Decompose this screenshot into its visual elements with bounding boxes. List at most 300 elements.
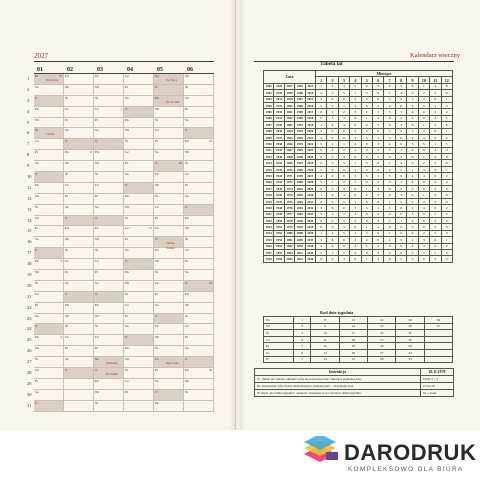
day-cell[interactable] bbox=[184, 324, 214, 334]
day-cell[interactable] bbox=[154, 368, 184, 378]
month-code-cell: 1 bbox=[338, 211, 349, 217]
day-cell[interactable] bbox=[124, 270, 154, 280]
holiday-name: Wielkanoc bbox=[106, 362, 119, 366]
day-cell[interactable] bbox=[154, 74, 184, 84]
day-cell[interactable] bbox=[124, 128, 154, 138]
day-number: 29 bbox=[27, 380, 32, 386]
day-cell[interactable] bbox=[154, 314, 184, 324]
day-cell[interactable] bbox=[154, 401, 184, 411]
weekday-label: Pn bbox=[95, 226, 99, 231]
code-cell: 24 bbox=[368, 330, 396, 337]
year-cell: 2019 bbox=[305, 122, 315, 128]
day-cell[interactable] bbox=[34, 368, 64, 378]
year-cell: 1951 bbox=[274, 224, 284, 230]
day-cell[interactable] bbox=[124, 118, 154, 128]
day-cell[interactable] bbox=[94, 346, 124, 356]
day-cell[interactable] bbox=[64, 205, 94, 215]
month-code-cell: 4 bbox=[418, 134, 429, 140]
day-cell[interactable] bbox=[34, 128, 64, 138]
day-cell[interactable] bbox=[124, 107, 154, 117]
day-cell[interactable] bbox=[94, 118, 124, 128]
day-cell[interactable] bbox=[154, 335, 184, 345]
year-cell: 2012 bbox=[295, 256, 305, 262]
day-cell[interactable] bbox=[94, 248, 124, 258]
day-cell[interactable] bbox=[184, 85, 214, 95]
weekday-label: N bbox=[155, 237, 158, 242]
year-cell: 1984 bbox=[284, 256, 294, 262]
day-cell[interactable] bbox=[124, 259, 154, 269]
day-cell[interactable] bbox=[124, 379, 154, 389]
day-cell[interactable] bbox=[64, 172, 94, 182]
day-cell[interactable] bbox=[64, 259, 94, 269]
day-cell[interactable] bbox=[154, 85, 184, 95]
day-cell[interactable] bbox=[154, 390, 184, 400]
day-cell[interactable] bbox=[64, 74, 94, 84]
day-cell[interactable] bbox=[94, 85, 124, 95]
day-cell[interactable] bbox=[94, 226, 124, 236]
year-cell: 2004 bbox=[295, 205, 305, 211]
day-cell[interactable] bbox=[124, 237, 154, 247]
day-cell[interactable] bbox=[154, 96, 184, 106]
weekday-label: Wt bbox=[95, 389, 100, 394]
month-code-cell: 3 bbox=[372, 147, 383, 153]
month-code-cell: 0 bbox=[430, 173, 441, 179]
year-cell: 1921 bbox=[264, 211, 274, 217]
day-cell[interactable] bbox=[154, 324, 184, 334]
day-cell[interactable] bbox=[64, 85, 94, 95]
day-cell[interactable] bbox=[154, 118, 184, 128]
day-cell[interactable] bbox=[34, 150, 64, 160]
day-cell[interactable] bbox=[34, 161, 64, 171]
weekday-label: Pn bbox=[65, 74, 69, 78]
day-cell[interactable] bbox=[154, 237, 184, 251]
month-code-cell: 5 bbox=[407, 115, 418, 121]
day-number: 28 bbox=[27, 370, 32, 376]
month-code-cell: 1 bbox=[327, 179, 338, 185]
day-cell[interactable] bbox=[154, 194, 184, 204]
day-cell[interactable] bbox=[154, 139, 184, 149]
day-cell[interactable] bbox=[124, 139, 154, 149]
day-cell[interactable] bbox=[64, 183, 94, 193]
code-cell: 25 bbox=[368, 336, 396, 343]
day-cell[interactable] bbox=[184, 292, 214, 302]
day-cell[interactable] bbox=[184, 281, 214, 291]
day-cell[interactable] bbox=[94, 335, 124, 345]
day-cell[interactable] bbox=[154, 205, 184, 215]
day-cell[interactable] bbox=[34, 259, 64, 269]
day-cell[interactable] bbox=[64, 281, 94, 291]
day-cell[interactable] bbox=[124, 357, 154, 367]
month-code-cell: 6 bbox=[395, 205, 406, 211]
month-code-cell: 2 bbox=[315, 128, 326, 134]
instruction-step-2: Do znalezionej cyfry dodać dzień miesiąca szukanej daty – otrzymując kod. bbox=[255, 383, 421, 390]
month-code-cell: 6 bbox=[384, 256, 395, 262]
day-cell[interactable] bbox=[154, 183, 184, 193]
month-code-cell: 2 bbox=[327, 109, 338, 115]
weekday-label: Śr bbox=[185, 313, 189, 318]
day-cell[interactable] bbox=[34, 216, 64, 226]
day-cell[interactable] bbox=[124, 401, 154, 411]
day-cell[interactable] bbox=[34, 248, 64, 258]
day-cell[interactable] bbox=[154, 172, 184, 182]
day-cell[interactable] bbox=[94, 303, 124, 313]
day-cell[interactable] bbox=[124, 96, 154, 106]
weekday-label: Pn bbox=[95, 150, 99, 155]
day-cell[interactable] bbox=[64, 401, 94, 411]
code-cell: 35 bbox=[396, 356, 424, 363]
weekday-label: Śr bbox=[65, 95, 69, 100]
day-cell[interactable] bbox=[94, 74, 124, 84]
day-cell[interactable] bbox=[64, 390, 94, 400]
month-header-05: 05 bbox=[157, 67, 163, 73]
day-cell[interactable] bbox=[94, 107, 124, 117]
day-cell[interactable] bbox=[124, 161, 154, 171]
day-cell[interactable] bbox=[124, 346, 154, 356]
weekday-label: Wt bbox=[65, 84, 70, 89]
weekday-label: Śr bbox=[155, 193, 159, 198]
month-code-cell: 2 bbox=[372, 211, 383, 217]
day-cell[interactable] bbox=[94, 194, 124, 204]
day-cell[interactable] bbox=[154, 379, 184, 389]
month-code-cell: 4 bbox=[384, 211, 395, 217]
day-cell[interactable] bbox=[34, 390, 64, 400]
day-cell[interactable] bbox=[154, 150, 184, 160]
day-cell[interactable] bbox=[184, 379, 214, 389]
day-cell[interactable] bbox=[34, 85, 64, 95]
day-cell[interactable] bbox=[64, 161, 94, 171]
month-code-cell: 0 bbox=[384, 83, 395, 89]
day-cell[interactable] bbox=[124, 183, 154, 193]
day-cell[interactable] bbox=[94, 390, 124, 400]
weekday-label: Cz bbox=[95, 259, 99, 264]
day-cell[interactable] bbox=[124, 314, 154, 324]
day-row bbox=[27, 389, 214, 401]
day-cell[interactable] bbox=[34, 346, 64, 356]
weekday-label: Pn bbox=[95, 378, 99, 383]
day-cell[interactable] bbox=[154, 107, 184, 117]
weekday-label: So bbox=[185, 117, 189, 122]
day-cell[interactable] bbox=[94, 281, 124, 291]
month-code-cell: 0 bbox=[315, 186, 326, 192]
day-cell[interactable] bbox=[94, 379, 124, 389]
day-cell[interactable] bbox=[154, 216, 184, 226]
month-code-cell: 6 bbox=[338, 166, 349, 172]
day-number: 20 bbox=[27, 282, 32, 288]
day-number: 18 bbox=[27, 261, 32, 267]
weekday-label: Cz bbox=[155, 357, 159, 362]
day-cell[interactable] bbox=[94, 314, 124, 324]
day-cell[interactable] bbox=[184, 346, 214, 356]
month-code-cell: 2 bbox=[350, 96, 361, 102]
day-cell[interactable] bbox=[184, 390, 214, 400]
day-cell[interactable] bbox=[34, 139, 64, 149]
day-cell[interactable] bbox=[34, 96, 64, 106]
weekday-label: N bbox=[35, 324, 38, 329]
day-cell[interactable] bbox=[124, 390, 154, 400]
month-code-cell: 3 bbox=[418, 166, 429, 172]
month-code-cell: 6 bbox=[361, 102, 372, 108]
day-cell[interactable] bbox=[124, 226, 154, 236]
day-cell[interactable] bbox=[34, 237, 64, 247]
day-cell[interactable] bbox=[64, 118, 94, 128]
month-code-cell: 4 bbox=[441, 109, 452, 115]
year-cell: 1987 bbox=[295, 96, 305, 102]
day-cell[interactable] bbox=[64, 303, 94, 313]
day-number: 31 bbox=[27, 402, 32, 408]
month-code-cell: 0 bbox=[418, 224, 429, 230]
day-cell[interactable] bbox=[64, 226, 94, 236]
day-cell[interactable] bbox=[64, 324, 94, 334]
day-cell[interactable] bbox=[184, 259, 214, 269]
day-cell[interactable] bbox=[94, 205, 124, 215]
year-cell: 1960 bbox=[284, 102, 294, 108]
year-cell: 1917 bbox=[264, 186, 274, 192]
day-cell[interactable] bbox=[34, 194, 64, 204]
day-cell[interactable] bbox=[184, 401, 214, 411]
day-cell[interactable] bbox=[184, 226, 214, 236]
month-code-cell: 3 bbox=[407, 249, 418, 255]
weekday-label: So bbox=[65, 280, 69, 285]
month-code-cell: 3 bbox=[327, 154, 338, 160]
day-cell[interactable] bbox=[184, 172, 214, 182]
day-cell[interactable] bbox=[124, 85, 154, 95]
year-cell: 2022 bbox=[305, 141, 315, 147]
day-cell[interactable] bbox=[154, 259, 184, 269]
day-cell[interactable] bbox=[184, 74, 214, 84]
day-cell[interactable] bbox=[94, 401, 124, 411]
day-cell[interactable] bbox=[34, 324, 64, 334]
day-cell[interactable] bbox=[154, 357, 184, 367]
day-cell[interactable] bbox=[64, 107, 94, 117]
year-cell: 1967 bbox=[284, 147, 294, 153]
day-cell[interactable] bbox=[124, 368, 154, 378]
day-cell[interactable] bbox=[64, 335, 94, 345]
day-cell[interactable] bbox=[64, 216, 94, 226]
day-cell[interactable] bbox=[34, 303, 64, 313]
day-cell[interactable] bbox=[34, 107, 64, 117]
day-cell[interactable] bbox=[154, 346, 184, 356]
year-cell: 1971 bbox=[284, 173, 294, 179]
day-cell[interactable] bbox=[34, 379, 64, 389]
day-cell[interactable] bbox=[184, 205, 214, 215]
day-cell[interactable] bbox=[184, 368, 214, 378]
weekday-label: So bbox=[125, 95, 129, 100]
day-cell[interactable] bbox=[154, 161, 184, 171]
day-cell[interactable] bbox=[94, 128, 124, 138]
weekday-label: Śr bbox=[35, 128, 39, 133]
weekday-label: Śr bbox=[95, 400, 99, 405]
year-cell: 1933 bbox=[274, 109, 284, 115]
day-cell[interactable] bbox=[64, 368, 94, 378]
day-cell[interactable] bbox=[34, 183, 64, 193]
year-cell: 1929 bbox=[274, 83, 284, 89]
day-number: 15 bbox=[27, 228, 32, 234]
month-code-cell: 4 bbox=[384, 141, 395, 147]
day-cell[interactable] bbox=[184, 335, 214, 345]
month-code-cell: 6 bbox=[350, 186, 361, 192]
year-cell: 2038 bbox=[305, 243, 315, 249]
day-cell[interactable] bbox=[34, 205, 64, 215]
month-code-cell: 5 bbox=[395, 96, 406, 102]
year-cell: 1973 bbox=[284, 186, 294, 192]
day-cell[interactable] bbox=[34, 172, 64, 182]
day-row bbox=[27, 74, 214, 85]
day-cell[interactable] bbox=[94, 96, 124, 106]
day-cell[interactable] bbox=[184, 118, 214, 128]
day-cell[interactable] bbox=[34, 292, 64, 302]
day-cell[interactable] bbox=[154, 248, 184, 258]
weekday-label: Śr bbox=[185, 84, 189, 89]
day-cell[interactable] bbox=[184, 128, 214, 138]
day-cell[interactable] bbox=[94, 161, 124, 171]
day-cell[interactable] bbox=[184, 248, 214, 258]
day-cell[interactable] bbox=[64, 139, 94, 149]
day-cell[interactable] bbox=[184, 357, 214, 367]
year-cell: 1924 bbox=[264, 230, 274, 236]
day-cell[interactable] bbox=[124, 74, 154, 84]
day-cell[interactable] bbox=[34, 118, 64, 128]
month-code-cell: 6 bbox=[350, 115, 361, 121]
day-cell[interactable] bbox=[64, 346, 94, 356]
day-cell[interactable] bbox=[94, 172, 124, 182]
day-cell[interactable] bbox=[34, 314, 64, 324]
day-cell[interactable] bbox=[184, 303, 214, 313]
day-row bbox=[27, 400, 214, 412]
weekday-label: Pt bbox=[125, 161, 128, 166]
day-cell[interactable] bbox=[64, 379, 94, 389]
code-cell: 28 bbox=[368, 356, 396, 363]
month-code-cell: 1 bbox=[418, 192, 429, 198]
day-cell[interactable] bbox=[64, 237, 94, 247]
example-date: 10.11.1978 bbox=[420, 369, 453, 376]
weekday-label: Cz bbox=[125, 378, 129, 383]
day-cell[interactable] bbox=[184, 107, 214, 117]
month-code-cell: 1 bbox=[418, 83, 429, 89]
day-cell[interactable] bbox=[184, 139, 214, 149]
day-cell[interactable] bbox=[64, 270, 94, 280]
code-cell: 4 bbox=[294, 336, 311, 343]
code-cell: 11 bbox=[311, 336, 339, 343]
day-cell[interactable] bbox=[154, 281, 184, 291]
day-cell[interactable] bbox=[64, 194, 94, 204]
day-cell[interactable] bbox=[184, 150, 214, 160]
day-cell[interactable] bbox=[94, 183, 124, 193]
month-code-cell: 3 bbox=[350, 173, 361, 179]
day-cell[interactable] bbox=[64, 248, 94, 258]
month-code-cell: 4 bbox=[338, 192, 349, 198]
day-cell[interactable] bbox=[184, 314, 214, 324]
weekday-label: Pt bbox=[65, 117, 68, 122]
year-cell: 1949 bbox=[274, 211, 284, 217]
month-code-cell: 2 bbox=[395, 256, 406, 262]
month-code-cell: 3 bbox=[395, 154, 406, 160]
day-cell[interactable] bbox=[94, 216, 124, 226]
day-cell[interactable] bbox=[124, 303, 154, 313]
day-cell[interactable] bbox=[94, 237, 124, 247]
day-cell[interactable] bbox=[34, 281, 64, 291]
day-cell[interactable] bbox=[184, 270, 214, 280]
day-cell[interactable] bbox=[124, 150, 154, 160]
month-code-cell: 1 bbox=[418, 122, 429, 128]
day-cell[interactable] bbox=[64, 150, 94, 160]
day-cell[interactable] bbox=[64, 314, 94, 324]
weekday-label: Pt bbox=[35, 74, 38, 78]
day-cell[interactable] bbox=[124, 194, 154, 204]
day-cell[interactable] bbox=[124, 248, 154, 258]
day-cell[interactable] bbox=[64, 96, 94, 106]
day-cell[interactable] bbox=[124, 216, 154, 226]
day-cell[interactable] bbox=[124, 172, 154, 182]
day-cell[interactable] bbox=[184, 183, 214, 193]
day-row bbox=[27, 248, 214, 259]
day-cell[interactable] bbox=[94, 357, 124, 367]
day-cell[interactable] bbox=[184, 237, 214, 247]
day-cell[interactable] bbox=[94, 324, 124, 334]
code-cell bbox=[424, 343, 452, 350]
weekday-label: Wt bbox=[95, 161, 100, 166]
day-cell[interactable] bbox=[34, 226, 64, 236]
month-code-cell: 5 bbox=[430, 198, 441, 204]
weekday-label: Wt bbox=[125, 357, 130, 362]
day-cell[interactable] bbox=[94, 259, 124, 269]
day-cell[interactable] bbox=[34, 74, 64, 84]
day-cell[interactable] bbox=[184, 161, 214, 171]
month-code-cell: 3 bbox=[338, 224, 349, 230]
day-cell[interactable] bbox=[154, 226, 184, 236]
day-cell[interactable] bbox=[94, 368, 124, 378]
day-cell[interactable] bbox=[64, 357, 94, 367]
day-cell[interactable] bbox=[124, 292, 154, 302]
weekday-label: Wt bbox=[35, 193, 40, 198]
day-cell[interactable] bbox=[64, 292, 94, 302]
day-row bbox=[27, 106, 214, 118]
month-code-cell: 0 bbox=[430, 243, 441, 249]
month-code-cell: 0 bbox=[372, 128, 383, 134]
weekday-label: Cz bbox=[155, 128, 159, 133]
day-row bbox=[27, 291, 214, 303]
month-code-cell: 2 bbox=[384, 96, 395, 102]
month-code-cell: 4 bbox=[384, 102, 395, 108]
day-cell[interactable] bbox=[154, 292, 184, 302]
weekday-label: So bbox=[65, 357, 69, 362]
month-code-cell: 2 bbox=[361, 83, 372, 89]
day-cell[interactable] bbox=[124, 281, 154, 291]
day-cell[interactable] bbox=[64, 128, 94, 138]
day-cell[interactable] bbox=[34, 335, 64, 345]
day-cell[interactable] bbox=[34, 270, 64, 280]
day-cell[interactable] bbox=[184, 194, 214, 204]
month-code-cell: 4 bbox=[327, 230, 338, 236]
day-cell[interactable] bbox=[94, 292, 124, 302]
day-cell[interactable] bbox=[154, 128, 184, 138]
month-code-cell: 2 bbox=[338, 109, 349, 115]
code-cell: 14 bbox=[311, 356, 339, 363]
day-cell[interactable] bbox=[94, 139, 124, 149]
day-cell[interactable] bbox=[124, 205, 154, 215]
day-cell[interactable] bbox=[154, 270, 184, 280]
day-cell[interactable] bbox=[124, 335, 154, 345]
day-cell[interactable] bbox=[34, 401, 64, 411]
day-cell[interactable] bbox=[184, 216, 214, 226]
day-cell[interactable] bbox=[124, 324, 154, 334]
month-code-cell: 5 bbox=[384, 147, 395, 153]
month-code-cell: 0 bbox=[407, 160, 418, 166]
day-cell[interactable] bbox=[94, 150, 124, 160]
day-cell[interactable] bbox=[34, 357, 64, 367]
day-cell[interactable] bbox=[94, 270, 124, 280]
day-cell[interactable] bbox=[154, 303, 184, 313]
day-cell[interactable] bbox=[184, 96, 214, 106]
